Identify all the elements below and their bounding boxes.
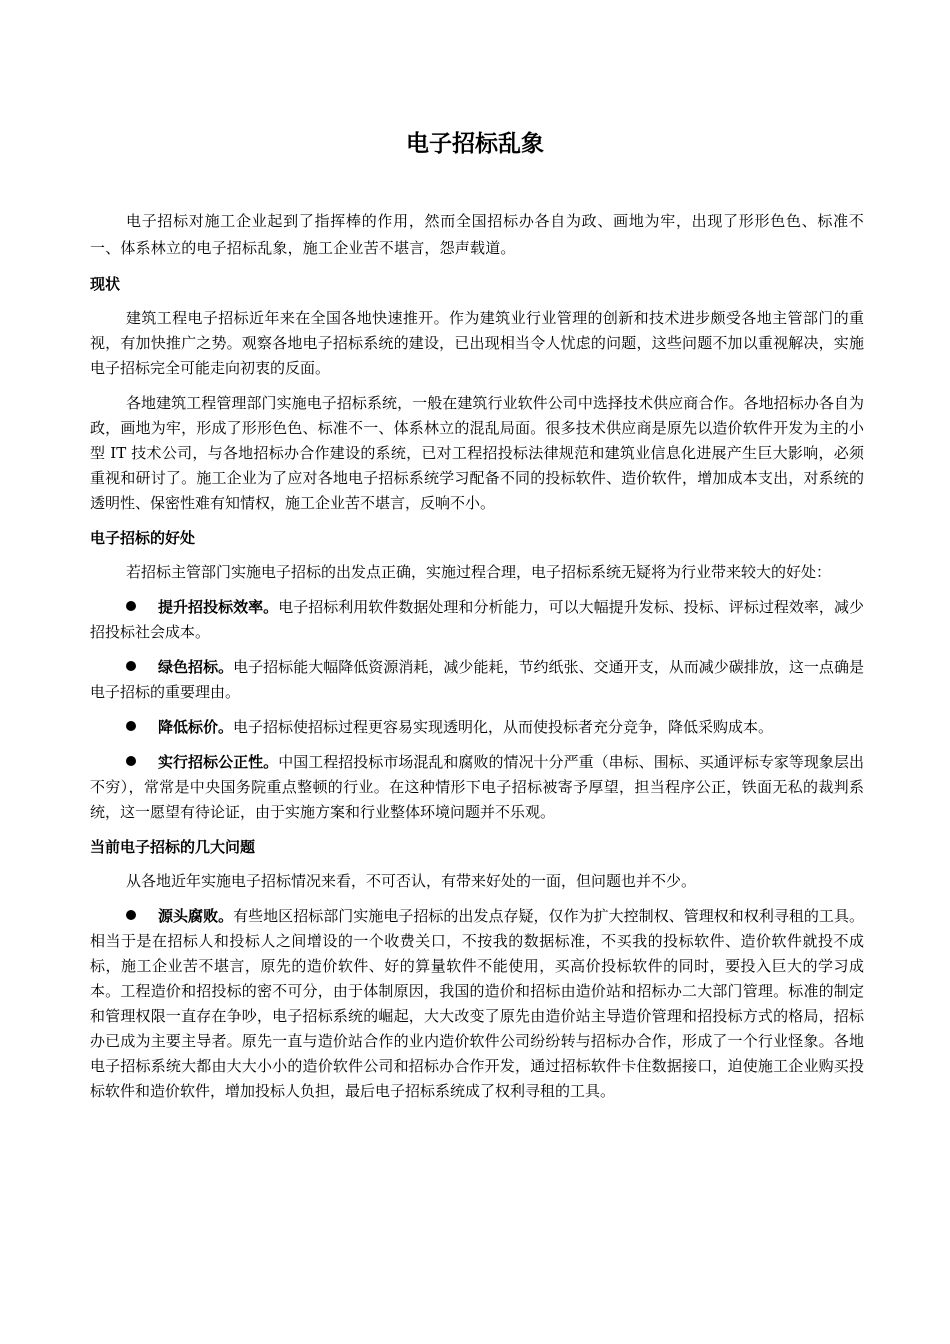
document-title: 电子招标乱象 [406, 131, 544, 157]
bullet-icon [126, 661, 136, 671]
bullet-label: 绿色招标。 [158, 658, 234, 676]
intro-paragraph: 电子招标对施工企业起到了指挥棒的作用，然而全国招标办各自为政、画地为牢，出现了形形色色、标准不一、体系林立的电子招标乱象，施工企业苦不堪言，怨声载道。 [90, 212, 864, 257]
bullet-label: 实行招标公正性。 [158, 753, 279, 771]
benefit-item-fairness [90, 750, 864, 825]
problem-item-corruption [90, 904, 864, 1104]
document-body [90, 208, 864, 1114]
section-heading-status: 现状 [90, 275, 121, 293]
status-paragraph-2: 各地建筑工程管理部门实施电子招标系统，一般在建筑行业软件公司中选择技术供应商合作。各地招标办各自为政，画地为牢，形成了形形色色、标准不一、体系林立的混乱局面。很多技术供应商是原先以造价软件开发为主的小型 IT 技术公司，与各地招标办合作建设的系统，已对工程招投标法律规范和建筑业信息化进展产生巨大影响，必须重视和研讨了。施工企业为了应对各地电子招标系统学习配备不同的投标软件、造价软件，增加成本支出，对系统的透明性、保密性难有知情权，施工企业苦不堪言，反响不小。 [90, 394, 864, 512]
section-heading-benefits: 电子招标的好处 [90, 529, 196, 547]
bullet-label: 源头腐败。 [158, 907, 234, 925]
status-paragraph-1: 建筑工程电子招标近年来在全国各地快速推开。作为建筑业行业管理的创新和技术进步颇受各地主管部门的重视，有加快推广之势。观察各地电子招标系统的建设，已出现相当令人忧虑的问题，这些问题不加以重视解决，实施电子招标完全可能走向初衷的反面。 [90, 309, 864, 377]
benefit-item-green [90, 655, 864, 705]
bullet-text: 电子招标能大幅降低资源消耗，减少能耗，节约纸张、交通开支，从而减少碳排放，这一点确是电子招标的重要理由。 [90, 658, 864, 701]
problems-paragraph-1: 从各地近年实施电子招标情况来看，不可否认，有带来好处的一面，但问题也并不少。 [126, 872, 697, 890]
bullet-text: 中国工程招投标市场混乱和腐败的情况十分严重（串标、围标、买通评标专家等现象层出不穷），常常是中央国务院重点整顿的行业。在这种情形下电子招标被寄予厚望，担当程序公正，铁面无私的裁判系统，这一愿望有待论证，由于实施方案和行业整体环境问题并不乐观。 [90, 753, 864, 821]
benefits-paragraph-1: 若招标主管部门实施电子招标的出发点正确，实施过程合理，电子招标系统无疑将为行业带来较大的好处： [126, 563, 832, 581]
bullet-icon [126, 756, 136, 766]
benefit-item-lower-price [90, 715, 864, 740]
benefit-item-efficiency [90, 595, 864, 645]
bullet-text: 电子招标利用软件数据处理和分析能力，可以大幅提升发标、投标、评标过程效率，减少招投标社会成本。 [90, 598, 864, 641]
bullet-icon [126, 910, 136, 920]
bullet-label: 降低标价。 [158, 718, 234, 736]
bullet-text: 电子招标使招标过程更容易实现透明化，从而使投标者充分竞争，降低采购成本。 [233, 718, 774, 736]
bullet-label: 提升招投标效率。 [158, 598, 279, 616]
bullet-icon [126, 601, 136, 611]
section-heading-problems: 当前电子招标的几大问题 [90, 838, 256, 856]
bullet-icon [126, 721, 136, 731]
bullet-text: 有些地区招标部门实施电子招标的出发点存疑，仅作为扩大控制权、管理权和权利寻租的工具。相当于是在招标人和投标人之间增设的一个收费关口，不按我的数据标准，不买我的投标软件、造价软件就投不成标，施工企业苦不堪言，原先的造价软件、好的算量软件不能使用，买高价投标软件的同时，要投入巨大的学习成本。工程造价和招投标的密不可分，由于体制原因，我国的造价和招标由造价站和招标办二大部门管理。标准的制定和管理权限一直存在争吵，电子招标系统的崛起，大大改变了原先由造价站主导造价管理和招投标方式的格局，招标办已成为主要主导者。原先一直与造价站合作的业内造价软件公司纷纷转与招标办合作，形成了一个行业怪象。各地电子招标系统大都由大大小小的造价软件公司和招标办合作开发，通过招标软件卡住数据接口，迫使施工企业购买投标软件和造价软件，增加投标人负担，最后电子招标系统成了权利寻租的工具。 [90, 907, 864, 1100]
